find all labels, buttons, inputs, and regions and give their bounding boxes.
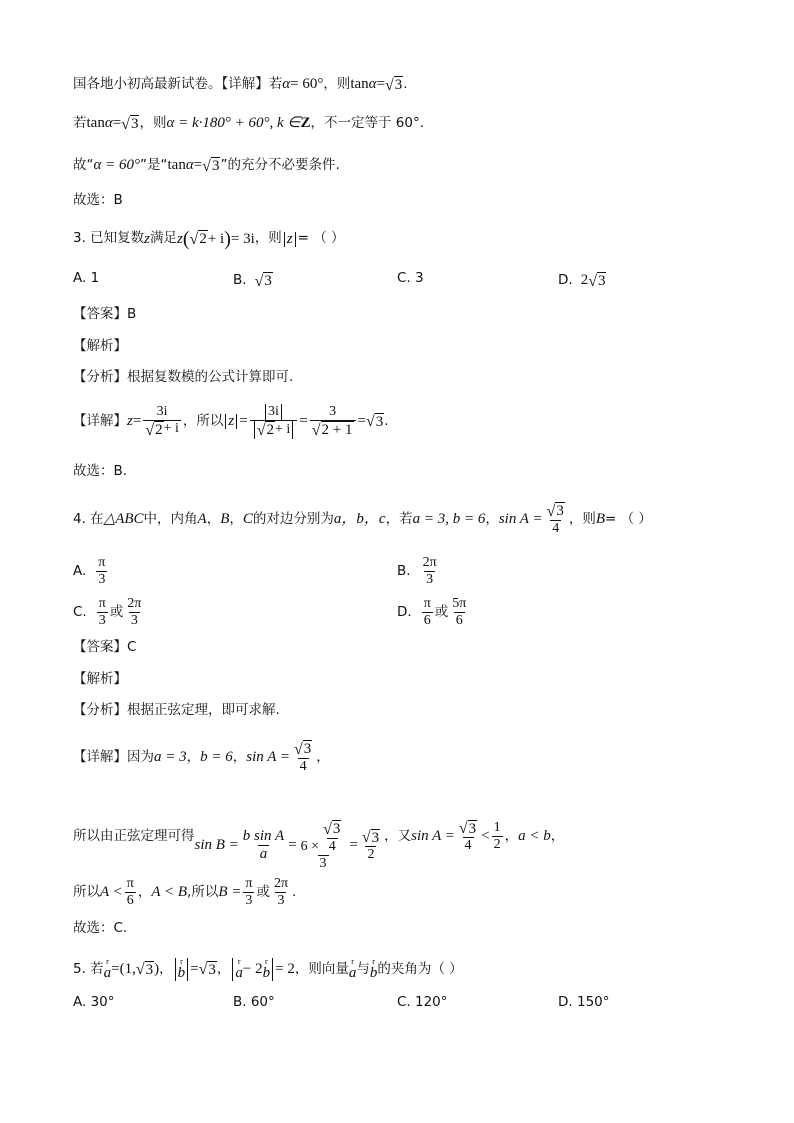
sqrt: √ 3 bbox=[198, 961, 216, 979]
sqrt: √ 3 bbox=[202, 157, 220, 175]
q3-analysis-heading bbox=[73, 340, 127, 354]
q4-option-b[interactable] bbox=[397, 555, 441, 588]
text: 或 bbox=[434, 603, 449, 620]
option-label: B. bbox=[233, 272, 247, 288]
fraction: 3i √ 2 + i bbox=[250, 404, 298, 439]
text: ， bbox=[186, 748, 201, 765]
math-text: = bbox=[132, 412, 142, 429]
text: ， bbox=[229, 510, 243, 527]
text: 故选：B. bbox=[73, 463, 128, 479]
fraction: 3i √ 2 + i bbox=[145, 404, 179, 439]
text: . bbox=[292, 883, 297, 900]
sqrt: √ 3 bbox=[121, 115, 139, 133]
text: 【答案】B bbox=[73, 306, 137, 322]
math-var: α bbox=[185, 157, 194, 174]
sqrt: √ 3 bbox=[365, 413, 384, 431]
text: = （ ） bbox=[605, 510, 652, 527]
text: ，又 bbox=[384, 828, 412, 845]
math-var: α bbox=[282, 76, 291, 93]
text: 3. 已知复数 bbox=[73, 230, 145, 247]
math-expr: a = 3, b = 6 bbox=[412, 510, 486, 527]
text: 若 bbox=[73, 115, 87, 131]
sqrt: √ 2 bbox=[189, 230, 207, 248]
q4-conclusion bbox=[73, 876, 296, 909]
text: 【答案】C bbox=[73, 639, 137, 655]
fraction: $\frac{\text{b sin A}}{a}$ bbox=[242, 828, 285, 863]
text: ， bbox=[316, 748, 330, 765]
coef: 2 bbox=[580, 272, 589, 289]
fraction: √ 3 2 bbox=[361, 829, 380, 863]
math-var: α bbox=[368, 76, 377, 93]
math-expr: A < bbox=[100, 884, 123, 901]
q3-option-d[interactable] bbox=[558, 272, 606, 290]
math-text: + i bbox=[207, 230, 225, 247]
math-var: B bbox=[220, 510, 230, 527]
text: = （ ） bbox=[297, 230, 345, 247]
text: 所以 bbox=[73, 883, 100, 900]
q5-option-d[interactable] bbox=[558, 996, 610, 1010]
q4-sine-rule bbox=[73, 802, 564, 872]
text: ”是“ bbox=[140, 157, 168, 173]
option-text: C. 120° bbox=[397, 994, 448, 1010]
text: ，所以 bbox=[182, 412, 224, 429]
text: . bbox=[384, 412, 389, 429]
math-expr: α = 60° bbox=[93, 157, 140, 174]
q4-option-d[interactable] bbox=[397, 596, 470, 629]
text: ， bbox=[206, 510, 221, 527]
text: ， bbox=[159, 960, 173, 977]
q4-option-a[interactable] bbox=[73, 555, 109, 588]
question-5 bbox=[73, 958, 463, 981]
q3-detail bbox=[73, 404, 389, 439]
q3-analysis bbox=[73, 371, 293, 385]
option-text: A. 1 bbox=[73, 270, 100, 286]
math-text: = 2 bbox=[275, 961, 295, 977]
fraction: $\frac{1}{2}$ bbox=[493, 820, 501, 853]
option-text: C. 3 bbox=[397, 270, 424, 286]
math-func: tan bbox=[350, 76, 369, 93]
text: 【详解】 bbox=[73, 412, 127, 429]
abs-a-minus-2b: r a − 2 r b bbox=[232, 958, 273, 981]
option-label: D. bbox=[558, 272, 573, 288]
q4-analysis-heading bbox=[73, 673, 127, 687]
text: 【分析】根据正弦定理，即可求解. bbox=[73, 702, 280, 718]
text: 中，内角 bbox=[143, 510, 198, 527]
text: ，则向量 bbox=[294, 960, 349, 977]
text: 【解析】 bbox=[73, 671, 127, 687]
math-var: A bbox=[197, 510, 207, 527]
sqrt: √ 3 bbox=[135, 961, 154, 979]
q5-option-a[interactable] bbox=[73, 996, 115, 1010]
math-var: α bbox=[104, 115, 113, 132]
fraction: $\frac{\pi}{3}$ bbox=[245, 876, 253, 909]
text: 5. 若 bbox=[73, 960, 104, 977]
text: ，则 bbox=[568, 510, 596, 527]
math-expr: sin A = bbox=[411, 828, 455, 845]
math-expr: △ABC bbox=[103, 510, 144, 527]
text: ， bbox=[216, 960, 231, 977]
q5-option-c[interactable] bbox=[397, 996, 448, 1010]
text: ， bbox=[504, 828, 519, 845]
fraction: $\frac{\pi}{3}$ bbox=[98, 596, 106, 629]
math-text: = 60° bbox=[290, 76, 324, 93]
math-var: C bbox=[242, 510, 253, 527]
text: 故“ bbox=[73, 157, 94, 173]
math-var: z bbox=[177, 230, 183, 247]
text: ，若 bbox=[385, 510, 413, 527]
math-text: = bbox=[239, 412, 248, 429]
text: ，则 bbox=[139, 115, 167, 131]
text: 故选：B bbox=[73, 192, 123, 208]
math-expr: sin A = bbox=[246, 748, 290, 765]
math-var: z bbox=[144, 230, 151, 247]
fraction: $\frac{2\pi}{3}$ bbox=[273, 876, 289, 909]
text: 国各地小初高最新试卷。【详解】若 bbox=[73, 76, 283, 92]
fraction: $\frac{2\pi}{3}$ bbox=[127, 596, 142, 629]
fraction: $\frac{\pi}{3}$ bbox=[98, 555, 106, 588]
abs-b: r b bbox=[175, 958, 189, 981]
math-set: Z bbox=[300, 115, 311, 132]
math-text: = bbox=[190, 961, 199, 977]
text: 【详解】因为 bbox=[73, 748, 154, 765]
q4-analysis bbox=[73, 704, 280, 718]
fraction: $\frac{\pi}{6}$ bbox=[126, 876, 134, 909]
vector-a: r a bbox=[103, 957, 112, 981]
math-expr: B = bbox=[218, 884, 242, 901]
math-var: z bbox=[127, 412, 133, 429]
text: 故选：C. bbox=[73, 920, 128, 936]
abs-z: z bbox=[225, 414, 237, 429]
math-expr: a，b，c bbox=[333, 510, 386, 527]
fraction: 6 × √ 3 4 3 bbox=[300, 820, 341, 871]
option-label: A. bbox=[73, 562, 87, 579]
fraction: $\frac{\pi}{6}$ bbox=[423, 596, 431, 629]
text: 所以由正弦定理可得 bbox=[73, 828, 195, 845]
vector-b: r b bbox=[369, 957, 378, 981]
q3-option-b[interactable] bbox=[233, 272, 273, 290]
line-detail-alpha bbox=[73, 76, 408, 94]
math-text: = 3i bbox=[230, 230, 255, 247]
fraction: √ 3 4 bbox=[546, 502, 564, 536]
sqrt: √ 3 bbox=[385, 76, 403, 94]
text: 或 bbox=[256, 883, 270, 900]
option-text: D. 150° bbox=[558, 994, 610, 1010]
math-expr: α = k·180° + 60°, k ∈ bbox=[166, 115, 301, 132]
option-label: D. bbox=[397, 603, 412, 620]
text: ,所以 bbox=[187, 883, 219, 900]
fraction: 3 √ 2 + 1 bbox=[310, 404, 356, 439]
math-text: = bbox=[112, 115, 122, 132]
math-text: = bbox=[349, 837, 358, 854]
q4-option-c[interactable] bbox=[73, 596, 145, 629]
q3-option-a[interactable] bbox=[73, 272, 99, 286]
text: 的夹角为（ ） bbox=[377, 960, 463, 977]
text: ，则 bbox=[323, 76, 351, 92]
math-text: = bbox=[193, 157, 203, 174]
text: ， bbox=[485, 510, 499, 527]
math-expr: a = 3 bbox=[154, 748, 187, 765]
q3-option-c[interactable] bbox=[397, 272, 424, 286]
text: 【解析】 bbox=[73, 338, 127, 354]
question-4 bbox=[73, 502, 652, 537]
line-conclusion bbox=[73, 157, 340, 175]
math-text: = bbox=[288, 837, 297, 854]
abs-z: z bbox=[284, 232, 296, 247]
vector-a: r a bbox=[348, 957, 357, 981]
math-expr: sin B = bbox=[194, 837, 239, 854]
option-text: A. 30° bbox=[73, 994, 115, 1010]
q3-select bbox=[73, 465, 127, 479]
q4-answer bbox=[73, 641, 136, 655]
option-label: C. bbox=[73, 603, 87, 620]
text: 的对边分别为 bbox=[252, 510, 334, 527]
text: . bbox=[403, 76, 408, 92]
text: 与 bbox=[356, 960, 370, 977]
fraction: √ 3 4 bbox=[458, 820, 477, 854]
sqrt: √ 3 bbox=[588, 272, 606, 290]
math-text: = bbox=[111, 961, 120, 977]
math-text: (1, bbox=[119, 961, 136, 977]
fraction: $\frac{2\pi}{3}$ bbox=[422, 555, 437, 588]
fraction: √ 3 4 bbox=[294, 740, 312, 774]
q3-answer bbox=[73, 308, 136, 322]
q5-option-b[interactable] bbox=[233, 996, 275, 1010]
math-text: = bbox=[299, 412, 308, 429]
line-select-b bbox=[73, 194, 123, 208]
text: ，则 bbox=[254, 230, 282, 247]
text: ”的充分不必要条件. bbox=[220, 157, 340, 173]
text: ， bbox=[232, 748, 247, 765]
text: ， bbox=[137, 883, 152, 900]
math-expr: A < B bbox=[151, 884, 188, 901]
math-text: ) bbox=[154, 961, 160, 977]
text: 或 bbox=[109, 603, 124, 620]
math-text: = bbox=[376, 76, 386, 93]
text: ，不一定等于 60°. bbox=[310, 115, 424, 131]
option-text: B. 60° bbox=[233, 994, 275, 1010]
option-label: B. bbox=[397, 562, 411, 579]
text: 4. 在 bbox=[73, 510, 104, 527]
math-func: tan bbox=[86, 115, 105, 132]
math-text: = bbox=[357, 412, 366, 429]
math-expr: b = 6 bbox=[200, 748, 233, 765]
q4-detail bbox=[73, 740, 330, 775]
line-tan-condition bbox=[73, 115, 424, 133]
math-var: B bbox=[595, 510, 606, 527]
math-expr: sin A = bbox=[498, 510, 543, 527]
q4-select bbox=[73, 922, 127, 936]
text: 【分析】根据复数模的公式计算即可. bbox=[73, 369, 294, 385]
question-3: 3. 已知复数 z 满足 z ( √ 2 + i ) = 3i ，则 z = （ ） bbox=[73, 228, 345, 250]
math-func: tan bbox=[167, 157, 186, 174]
fraction: $\frac{5\pi}{6}$ bbox=[452, 596, 467, 629]
text: ， bbox=[550, 828, 565, 845]
sqrt: √ 3 bbox=[254, 272, 272, 290]
math-expr: a < b bbox=[518, 828, 551, 845]
math-text: < bbox=[481, 828, 490, 845]
text: 满足 bbox=[150, 230, 178, 247]
